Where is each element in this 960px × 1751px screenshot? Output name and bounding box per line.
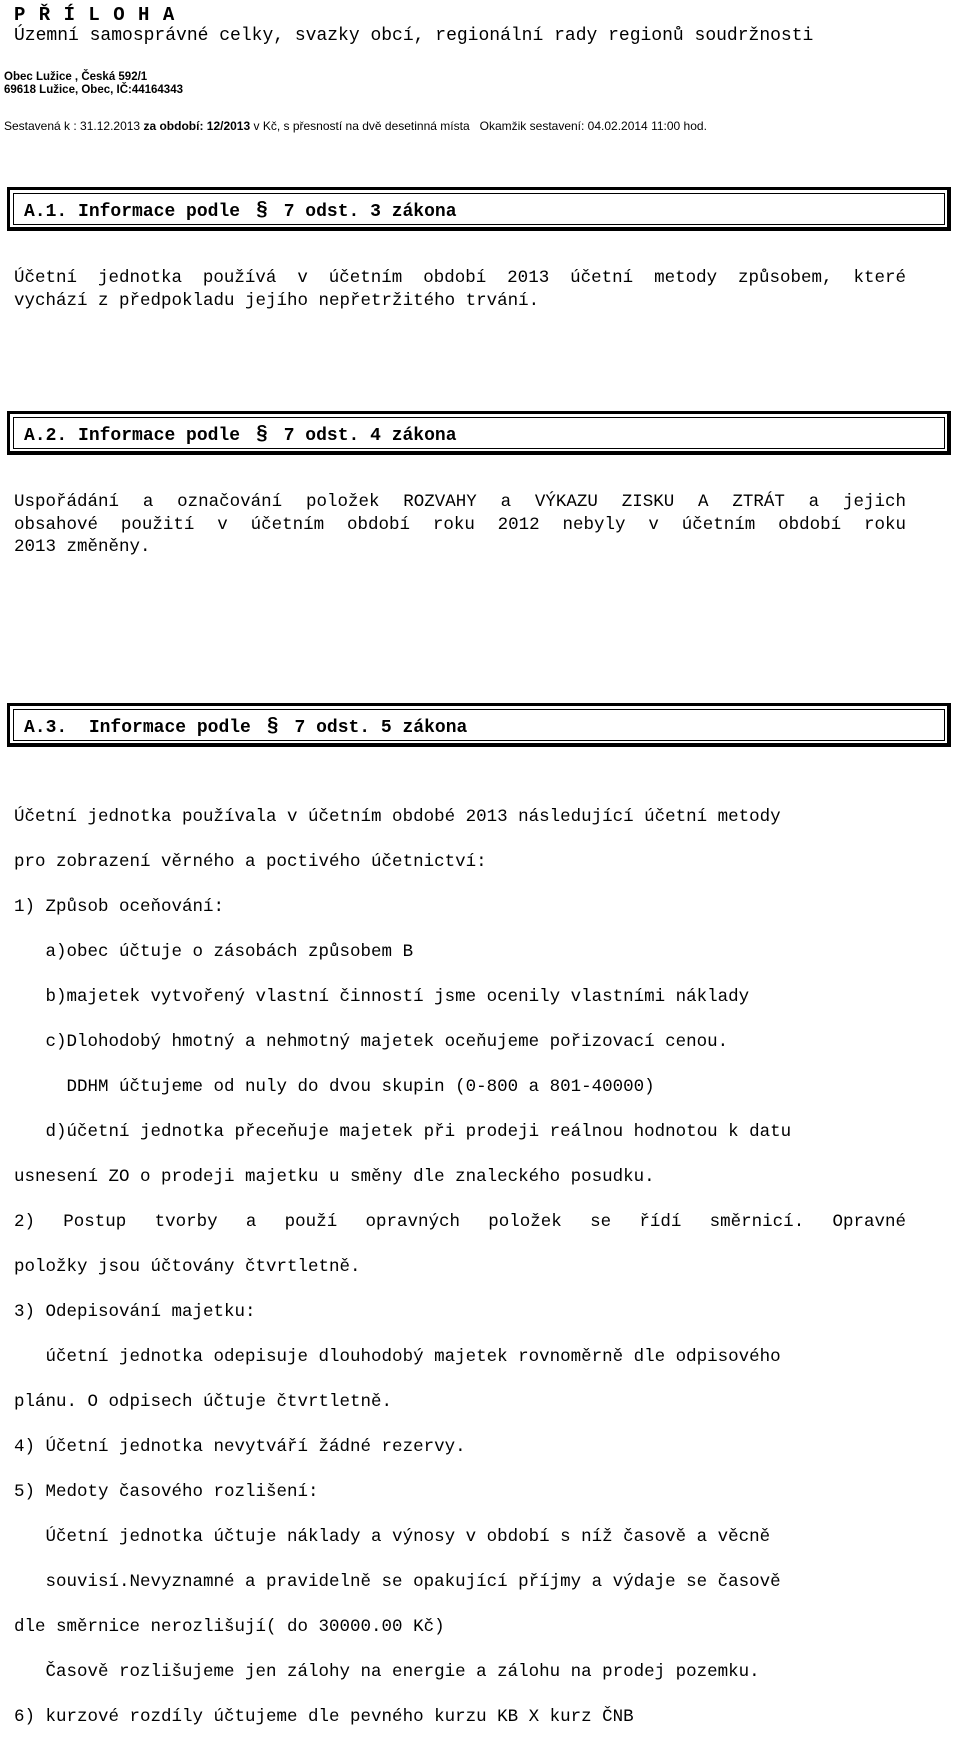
text-line: usnesení ZO o prodeji majetku u směny dle znaleckého posudku. [14,1166,655,1187]
section-a2-header [7,411,951,455]
text-line: 5) Medoty časového rozlišení: [14,1481,319,1502]
section-a1-header [7,187,951,231]
text-line: dle směrnice nerozlišují( do 30000.00 Kč) [14,1616,445,1637]
text-line: 4) Účetní jednotka nevytváří žádné rezervy. [14,1436,466,1457]
paragraph-sign-icon: § [255,424,268,447]
compilation-info [4,119,707,133]
text-line: obsahové použití v účetním období roku 2012 nebyly v účetním období roku [14,514,906,535]
text-line: 2013 změněny. [14,537,151,557]
text-line: c)Dlohodobý hmotný a nehmotný majetek oceňujeme pořizovací cenou. [14,1031,729,1052]
text-line: 6) kurzové rozdíly účtujeme dle pevného kurzu KB X kurz ČNB [14,1706,634,1727]
text-line: Účetní jednotka používala v účetním obdobé 2013 následující účetní metody [14,806,781,827]
text-line: Účetní jednotka používá v účetním období 2013 účetní metody způsobem, které [14,268,906,288]
section-a1-text [14,267,906,312]
text-line: 2) Postup tvorby a použí opravných položek se řídí směrnicí. Opravné [14,1211,906,1232]
period-label: za období: 12/2013 [143,119,251,133]
section-a2-title-prefix: Informace podle [78,426,241,446]
text-line: Časově rozlišujeme jen zálohy na energie a zálohu na prodej pozemku. [14,1661,760,1682]
paragraph-sign-icon: § [255,200,268,223]
section-a3-title-suffix: 7 odst. 5 zákona [294,718,468,738]
text-line: 1) Způsob oceňování: [14,896,225,917]
section-a1-title-suffix: 7 odst. 3 zákona [283,202,457,222]
section-a3-id: A.3. [24,718,68,738]
section-a3-header [7,703,951,747]
text-line: vychází z předpokladu jejího nepřetržitého trvání. [14,290,540,311]
section-a1-id: A.1. [24,202,68,222]
section-a3-title [24,716,467,739]
organization-name: Obec Lužice , Česká 592/1 [4,71,148,83]
section-a2-text [14,491,906,559]
organization-id: 69618 Lužice, Obec, IČ:44164343 [4,84,183,96]
compilation-moment: Okamžik sestavení: 04.02.2014 11:00 hod. [479,119,707,133]
section-a2-id: A.2. [24,426,68,446]
text-line: pro zobrazení věrného a poctivého účetnictví: [14,851,487,872]
compiled-date: Sestavená k : 31.12.2013 [4,119,141,133]
section-a2-title-suffix: 7 odst. 4 zákona [283,426,457,446]
section-a1-title-prefix: Informace podle [78,202,241,222]
text-line: d)účetní jednotka přeceňuje majetek při prodeji reálnou hodnotou k datu [14,1121,792,1142]
section-a2-title [24,424,457,447]
currency-note: v Kč, s přesností na dvě desetinná místa [253,119,470,133]
section-a3-title-prefix: Informace podle [88,718,251,738]
text-line: 3) Odepisování majetku: [14,1301,256,1322]
text-line: b)majetek vytvořený vlastní činností jsme ocenily vlastními náklady [14,986,750,1007]
paragraph-sign-icon: § [266,716,279,739]
text-line: souvisí.Nevyznamné a pravidelně se opakující příjmy a výdaje se časově [14,1571,781,1592]
text-line: DDHM účtujeme od nuly do dvou skupin (0-800 a 801-40000) [14,1076,655,1097]
text-line: položky jsou účtovány čtvrtletně. [14,1256,361,1277]
text-line: Uspořádání a označování položek ROZVAHY a VÝKAZU ZISKU A ZTRÁT a jejich [14,492,906,512]
page-subtitle: Územní samosprávné celky, svazky obcí, regionální rady regionů soudržnosti [14,26,814,46]
text-line: Účetní jednotka účtuje náklady a výnosy v období s níž časově a věcně [14,1526,771,1547]
text-line: účetní jednotka odepisuje dlouhodobý majetek rovnoměrně dle odpisového [14,1346,781,1367]
text-line: plánu. O odpisech účtuje čtvrtletně. [14,1391,393,1412]
page-title: P Ř Í L O H A [14,4,176,26]
text-line: a)obec účtuje o zásobách způsobem B [14,941,414,962]
section-a1-title [24,200,457,223]
section-a3-text [14,783,906,1751]
